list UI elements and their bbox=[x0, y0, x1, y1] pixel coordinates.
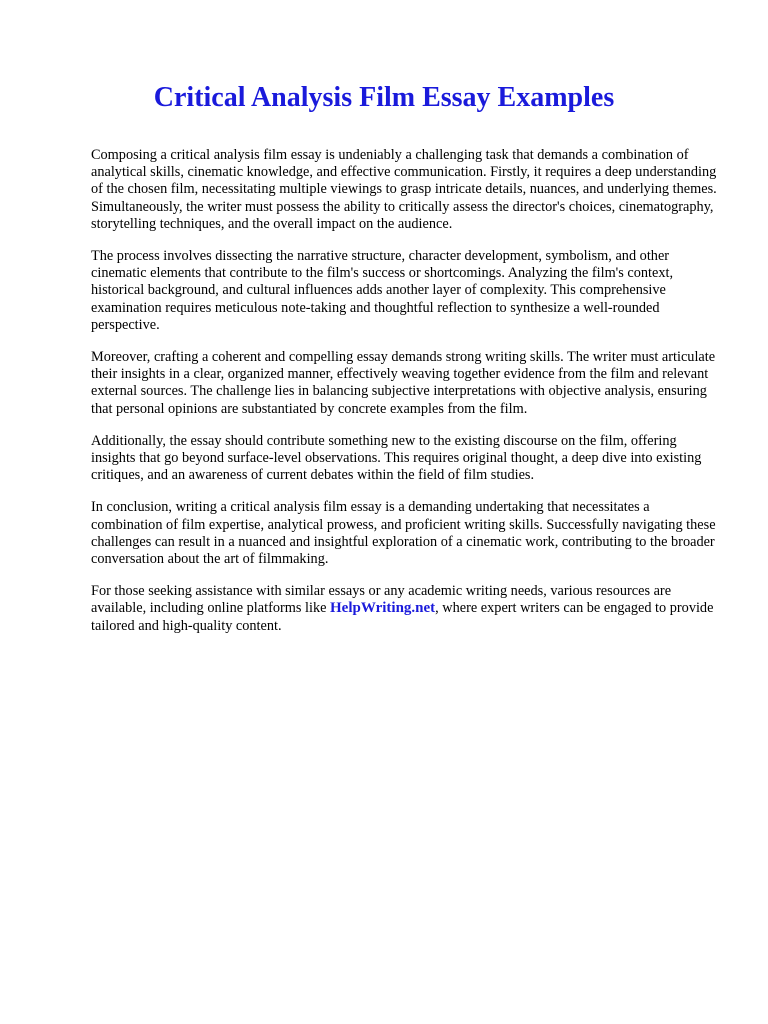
document-title: Critical Analysis Film Essay Examples bbox=[153, 82, 615, 113]
helpwriting-link[interactable]: HelpWriting.net bbox=[330, 600, 436, 617]
closing-text-after-link: , where expert writers can be engaged to provide tailored and high-quality content. bbox=[91, 600, 714, 634]
paragraph-3: Moreover, crafting a coherent and compelling essay demands strong writing skills. The writer must articulate their insights in a clear, organized manner, effectively weaving together evidence from the film and relevant external sources. The challenge lies in balancing subjective interpretations with objective analysis, ensuring that personal opinions are substantiated by concrete examples from the film. bbox=[91, 349, 716, 417]
document-body bbox=[91, 147, 724, 650]
paragraph-2: The process involves dissecting the narrative structure, character development, symbolism, and other cinematic elements that contribute to the film's success or shortcomings. Analyzing the film's context, historical background, and cultural influences adds another layer of complexity. This comprehensive examination requires meticulous note-taking and thoughtful reflection to synthesize a well-rounded perspective. bbox=[91, 248, 674, 333]
closing-paragraph bbox=[91, 583, 724, 635]
paragraph-4: Additionally, the essay should contribute something new to the existing discourse on the film, offering insights that go beyond surface-level observations. This requires original thought, a deep dive into existing critiques, and an awareness of current debates within the field of film studies. bbox=[91, 432, 702, 484]
closing-text-before-link: For those seeking assistance with similar essays or any academic writing needs, various resources are available, including online platforms like bbox=[91, 583, 672, 617]
paragraph-5: In conclusion, writing a critical analysis film essay is a demanding undertaking that necessitates a combination of film expertise, analytical prowess, and proficient writing skills. Successfully navigating these challenges can result in a nuanced and insightful exploration of a cinematic work, contributing to the broader conversation about the art of filmmaking. bbox=[91, 499, 716, 568]
paragraph-1: Composing a critical analysis film essay is undeniably a challenging task that demands a combination of analytical skills, cinematic knowledge, and effective communication. Firstly, it requires a deep understanding of the chosen film, necessitating multiple viewings to grasp intricate details, nuances, and underlying themes. Simultaneously, the writer must possess the ability to critically assess the director's choices, cinematography, storytelling techniques, and the overall impact on the audience. bbox=[91, 147, 717, 232]
